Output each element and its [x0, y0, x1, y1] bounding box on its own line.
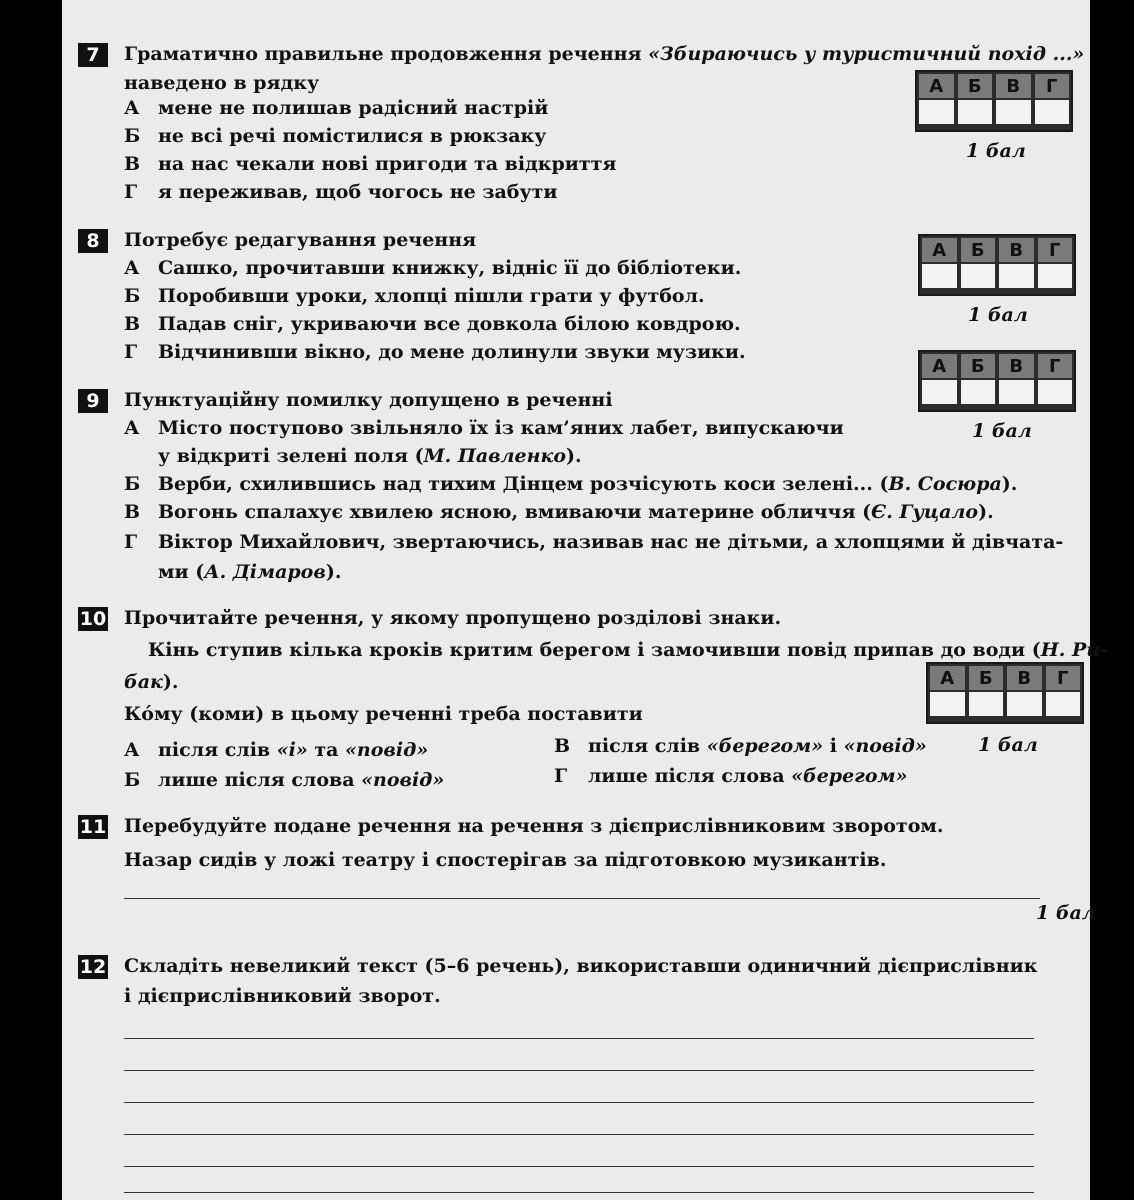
question-prompt: Ко́му (коми) в цьому реченні треба поставити	[124, 703, 643, 725]
answer-line[interactable]	[124, 1102, 1034, 1103]
test-page	[62, 0, 1108, 1200]
answer-grid[interactable]: А Б В Г	[926, 662, 1084, 724]
answer-cell-b[interactable]	[969, 692, 1004, 716]
source-sentence: Назар сидів у ложі театру і спостерігав за підготовкою музикантів.	[124, 849, 887, 871]
answer-cell-b[interactable]	[961, 380, 996, 404]
answer-cell-d[interactable]	[1038, 380, 1073, 404]
answer-option-d: Г Віктор Михайлович, звертаючись, називав нас не дітьми, а хлопцями й дівчата-	[124, 531, 1064, 553]
question-number: 12	[79, 956, 107, 978]
question-stem: Потребує редагування речення	[124, 229, 477, 251]
answer-option-b: Б не всі речі помістилися в рюкзаку	[124, 125, 547, 147]
answer-line[interactable]	[124, 1038, 1034, 1039]
answer-option-d: Г лише після слова «берегом»	[554, 765, 908, 787]
answer-option-d: Г я переживав, щоб чогось не забути	[124, 181, 558, 203]
question-stem: Прочитайте речення, у якому пропущено розділові знаки.	[124, 607, 782, 629]
score-label: 1 бал	[966, 140, 1026, 162]
question-stem: Складіть невеликий текст (5–6 речень), використавши одиничний дієприслівник	[124, 955, 1038, 977]
answer-option-b: Б Верби, схилившись над тихим Дінцем розчісують коси зелені... (В. Сосюра).	[124, 473, 1018, 495]
answer-cell-c[interactable]	[996, 100, 1031, 124]
answer-option-a: А Сашко, прочитавши книжку, відніс її до бібліотеки.	[124, 257, 742, 279]
answer-cell-c[interactable]	[999, 264, 1034, 288]
answer-cell-c[interactable]	[999, 380, 1034, 404]
answer-option-c: В після слів «берегом» і «повід»	[554, 735, 927, 757]
answer-option-b: Б лише після слова «повід»	[124, 769, 445, 791]
answer-option-c: В Вогонь спалахує хвилею ясною, вмиваючи материне обличчя (Є. Гуцало).	[124, 501, 994, 523]
answer-cell-d[interactable]	[1035, 100, 1070, 124]
answer-option-a: А мене не полишав радісний настрій	[124, 97, 549, 119]
answer-option-a: А після слів «і» та «повід»	[124, 739, 429, 761]
score-label: 1 бал	[1036, 902, 1096, 924]
quoted-sentence-cont: бак).	[124, 671, 179, 693]
question-stem: Граматично правильне продовження речення «Збираючись у туристичний похід ...»	[124, 43, 1085, 65]
question-stem-cont: і дієприслівниковий зворот.	[124, 985, 441, 1007]
question-number: 9	[78, 389, 108, 413]
answer-cell-a[interactable]	[919, 100, 954, 124]
answer-option-d: Г Відчинивши вікно, до мене долинули звуки музики.	[124, 341, 746, 363]
answer-option-a-cont: у відкриті зелені поля (М. Павленко).	[158, 445, 582, 467]
question-number: 10	[79, 608, 107, 630]
answer-option-d-cont: ми (А. Дімаров).	[158, 561, 342, 583]
answer-option-b: Б Поробивши уроки, хлопці пішли грати у футбол.	[124, 285, 705, 307]
answer-grid[interactable]: А Б В Г	[918, 234, 1076, 296]
answer-grid[interactable]: А Б В Г	[918, 350, 1076, 412]
answer-line[interactable]	[124, 1134, 1034, 1135]
score-label: 1 бал	[968, 304, 1028, 326]
answer-cell-a[interactable]	[922, 264, 957, 288]
answer-option-c: В на нас чекали нові пригоди та відкриття	[124, 153, 617, 175]
answer-grid[interactable]: А Б В Г	[915, 70, 1073, 132]
question-number: 8	[78, 229, 108, 253]
answer-cell-c[interactable]	[1007, 692, 1042, 716]
question-number: 7	[78, 43, 108, 67]
answer-cell-d[interactable]	[1046, 692, 1081, 716]
answer-line[interactable]	[124, 1166, 1034, 1167]
answer-cell-b[interactable]	[961, 264, 996, 288]
answer-option-a: А Місто поступово звільняло їх із кам’яних лабет, випускаючи	[124, 417, 844, 439]
question-stem: Перебудуйте подане речення на речення з дієприслівниковим зворотом.	[124, 815, 944, 837]
answer-line[interactable]	[124, 1070, 1034, 1071]
answer-cell-a[interactable]	[930, 692, 965, 716]
answer-cell-d[interactable]	[1038, 264, 1073, 288]
score-label: 1 бал	[978, 734, 1038, 756]
answer-line[interactable]	[124, 898, 1040, 899]
answer-option-c: В Падав сніг, укриваючи все довкола білою ковдрою.	[124, 313, 741, 335]
quoted-sentence: Кінь ступив кілька кроків критим берегом і замочивши повід припав до води (Н. Ри-	[148, 639, 1108, 661]
answer-cell-a[interactable]	[922, 380, 957, 404]
score-label: 1 бал	[972, 420, 1032, 442]
question-stem: Пунктуаційну помилку допущено в реченні	[124, 389, 613, 411]
question-stem-cont: наведено в рядку	[124, 72, 320, 94]
question-number: 11	[79, 816, 107, 838]
answer-cell-b[interactable]	[958, 100, 993, 124]
answer-line[interactable]	[124, 1192, 1034, 1193]
